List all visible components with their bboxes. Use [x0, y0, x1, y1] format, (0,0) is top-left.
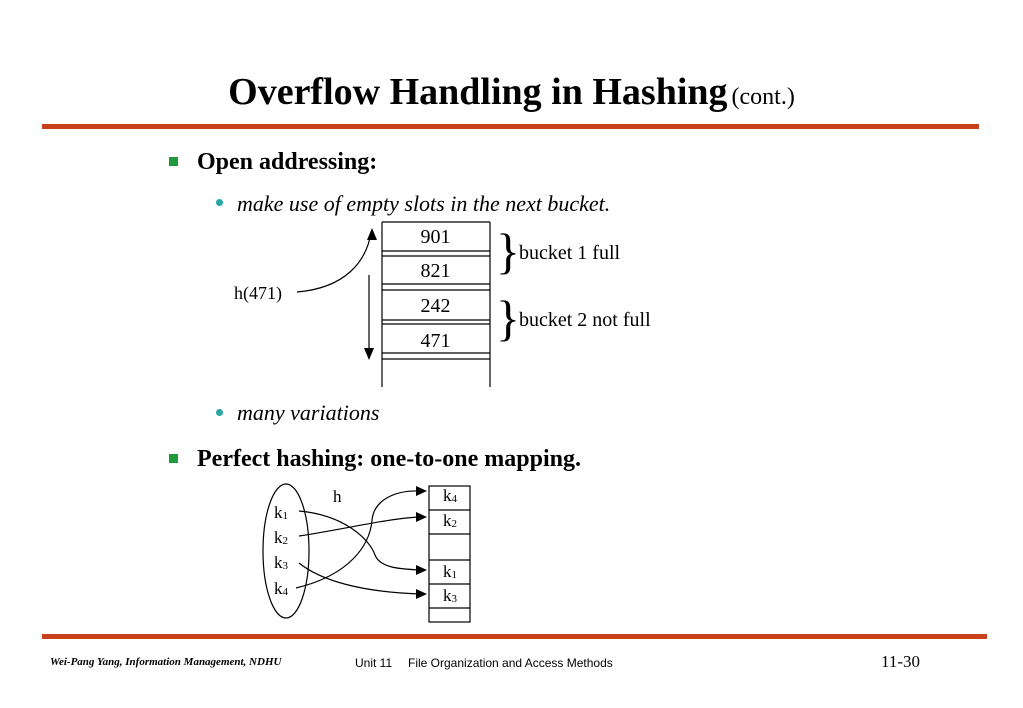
- table-slot: $k_3$: [443, 586, 457, 605]
- page-number: 11-30: [881, 652, 921, 671]
- title-main: Overflow Handling in Hashing: [228, 71, 728, 113]
- title-sub: (cont.): [731, 84, 795, 110]
- h-label: h: [333, 487, 342, 506]
- table-slot: $k_2$: [443, 511, 457, 530]
- key-item: $k_1$: [274, 503, 288, 522]
- table-slot: $k_1$: [443, 562, 457, 581]
- slot-cell: 821: [420, 260, 451, 282]
- hash-function-label: h(471): [234, 283, 282, 303]
- brace-icon: }: [496, 223, 520, 279]
- open-addressing-bullet-1: make use of empty slots in the next bucket.: [237, 191, 611, 216]
- open-addressing-bullet-2: many variations: [237, 400, 380, 425]
- perfect-hashing-heading: Perfect hashing: one-to-one mapping.: [197, 446, 581, 472]
- key-item: $k_4$: [274, 579, 288, 598]
- footer-course: File Organization and Access Methods: [408, 656, 613, 670]
- slot-cell: 242: [420, 295, 451, 317]
- open-addressing-heading: Open addressing:: [197, 149, 378, 175]
- key-item: $k_2$: [274, 528, 288, 547]
- footer-unit: Unit 11: [355, 656, 393, 670]
- footer-divider: [42, 634, 987, 639]
- bucket-2-label: bucket 2 not full: [519, 309, 651, 331]
- footer-author: Wei-Pang Yang, Information Management, NDHU: [50, 656, 282, 668]
- slot-cell: 471: [420, 330, 451, 352]
- slot-cell: 901: [420, 226, 451, 248]
- key-item: $k_3$: [274, 553, 288, 572]
- brace-icon: }: [496, 290, 520, 346]
- table-slot: $k_4$: [443, 486, 457, 505]
- bucket-1-label: bucket 1 full: [519, 242, 621, 264]
